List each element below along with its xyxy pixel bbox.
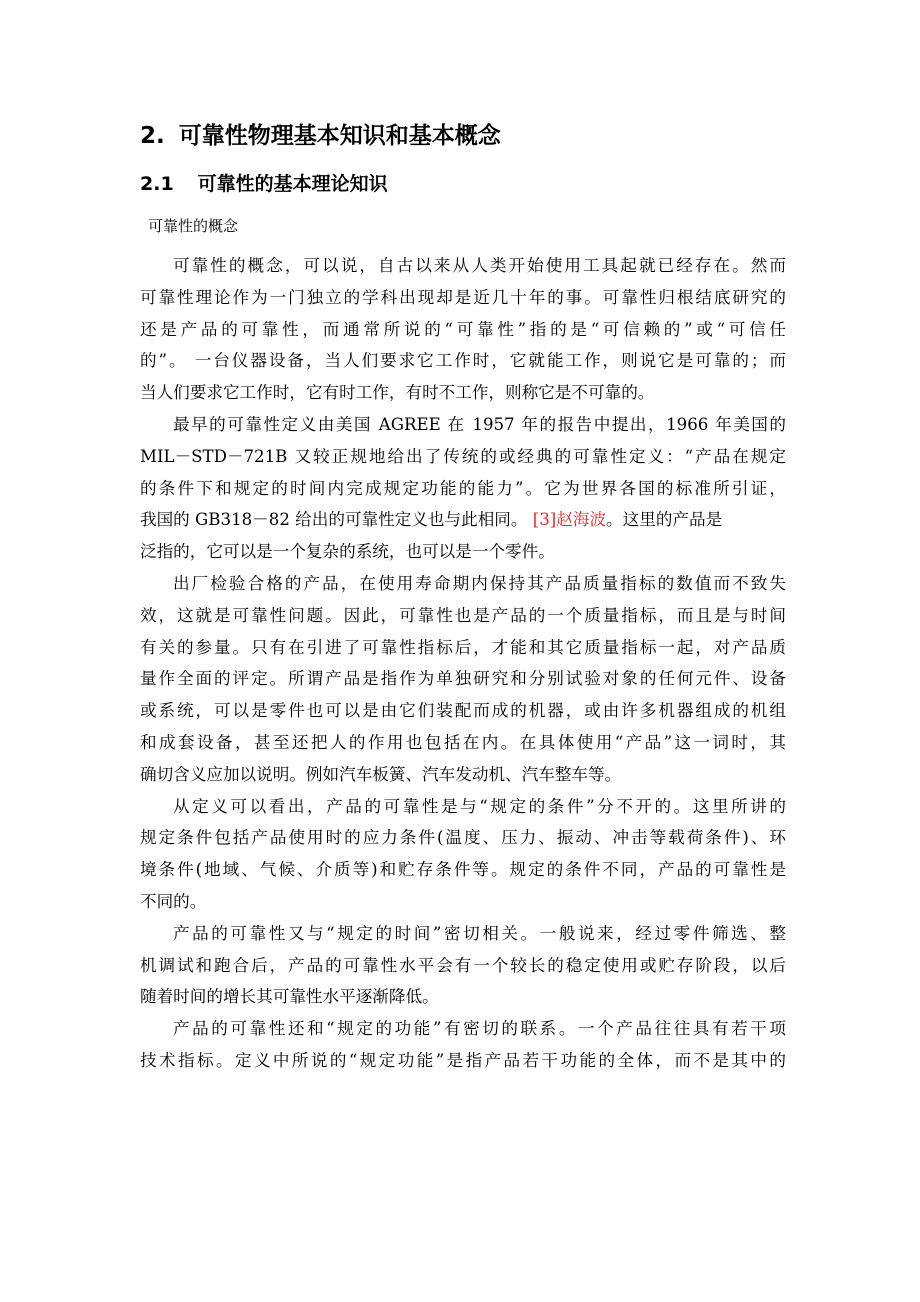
text-line: 和成套设备，甚至还把人的作用也包括在内。在具体使用“产品”这一词时，其 [140, 732, 786, 752]
paragraph-2 [140, 409, 786, 568]
text-line-with-citation [140, 504, 786, 536]
text-line: 可靠性理论作为一门独立的学科出现却是近几十年的事。可靠性归根结底研究的 [140, 287, 786, 307]
paragraph-4 [140, 791, 786, 918]
text-line: MIL－STD－721B 又较正规地给出了传统的或经典的可靠性定义：“产品在规定 [140, 446, 786, 466]
text-line: 有关的参量。只有在引进了可靠性指标后，才能和其它质量指标一起，对产品质 [140, 637, 786, 657]
text-line: 产品的可靠性又与“规定的时间”密切相关。一般说来，经过零件筛选、整 [173, 923, 786, 943]
paragraph-6 [140, 1013, 786, 1077]
text-segment: 。这里的产品是 [606, 510, 723, 530]
section-title: 可靠性物理基本知识和基本概念 [178, 123, 501, 149]
citation-link[interactable]: [3]赵海波 [532, 510, 607, 530]
text-line: 的”。 一台仪器设备，当人们要求它工作时，它就能工作，则说它是可靠的；而 [140, 351, 786, 371]
subsection-title: 可靠性的基本理论知识 [197, 173, 388, 195]
text-segment: 我国的 GB318－82 给出的可靠性定义也与此相同。 [140, 510, 533, 530]
text-line: 的条件下和规定的时间内完成规定功能的能力”。它为世界各国的标准所引证， [140, 478, 786, 498]
text-line: 效，这就是可靠性问题。因此，可靠性也是产品的一个质量指标，而且是与时间 [140, 605, 786, 625]
text-line: 机调试和跑合后，产品的可靠性水平会有一个较长的稳定使用或贮存阶段，以后 [140, 955, 786, 975]
paragraph-5 [140, 918, 786, 1013]
paragraph-3 [140, 568, 786, 791]
text-line: 不同的。 [140, 891, 207, 911]
text-line: 从定义可以看出，产品的可靠性是与“规定的条件”分不开的。这里所讲的 [173, 796, 786, 816]
text-line: 最早的可靠性定义由美国 AGREE 在 1957 年的报告中提出，1966 年美国的 [173, 414, 786, 434]
paragraph-1 [140, 250, 786, 409]
text-line: 技术指标。定义中所说的“规定功能”是指产品若干功能的全体，而不是其中的 [140, 1050, 786, 1070]
body-text [140, 250, 786, 1077]
text-line: 当人们要求它工作时，它有时工作，有时不工作，则称它是不可靠的。 [140, 383, 655, 403]
text-line: 还是产品的可靠性，而通常所说的“可靠性”指的是“可信赖的”或“可信任 [140, 319, 786, 339]
text-line: 或系统，可以是零件也可以是由它们装配而成的机器，或由许多机器组成的机组 [140, 701, 786, 721]
subsection-heading-2-1 [140, 170, 388, 198]
text-line: 产品的可靠性还和“规定的功能”有密切的联系。一个产品往往具有若干项 [173, 1019, 786, 1039]
text-line: 随着时间的增长其可靠性水平逐渐降低。 [140, 987, 439, 1007]
text-line: 境条件(地域、气候、介质等)和贮存条件等。规定的条件不同，产品的可靠性是 [140, 860, 786, 880]
subsection-number: 2.1 [140, 173, 174, 195]
text-line: 规定条件包括产品使用时的应力条件(温度、压力、振动、冲击等载荷条件)、环 [140, 828, 786, 848]
topic-heading: 可靠性的概念 [148, 217, 239, 235]
section-heading-2 [140, 120, 501, 152]
text-line: 出厂检验合格的产品，在使用寿命期内保持其产品质量指标的数值而不致失 [173, 573, 786, 593]
section-number: 2. [140, 123, 165, 149]
text-line: 可靠性的概念，可以说，自古以来从人类开始使用工具起就已经存在。然而 [173, 256, 786, 275]
text-line: 量作全面的评定。所谓产品是指作为单独研究和分别试验对象的任何元件、设备 [140, 669, 786, 689]
text-line: 确切含义应加以说明。例如汽车板簧、汽车发动机、汽车整车等。 [140, 764, 622, 784]
text-line: 泛指的，它可以是一个复杂的系统，也可以是一个零件。 [140, 542, 555, 562]
